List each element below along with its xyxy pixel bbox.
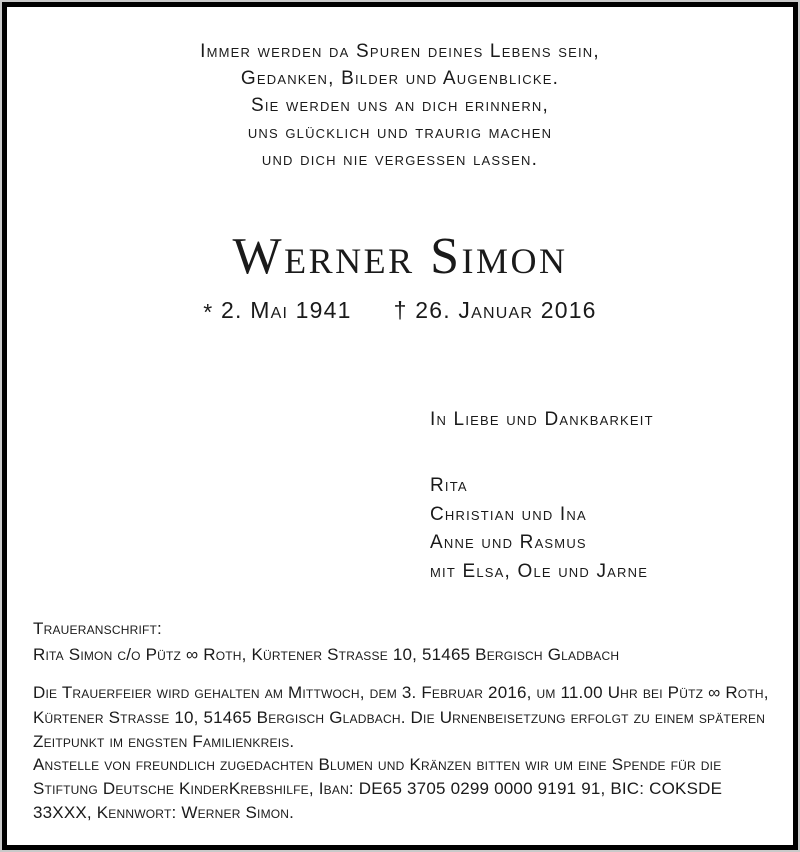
mourning-address <box>33 616 783 668</box>
verse-line: Gedanken, Bilder und Augenblicke. <box>240 68 560 89</box>
mourners-list <box>430 472 648 586</box>
verse-line: Immer werden da Spuren deines Lebens sein, <box>200 41 600 62</box>
mourner-line: Anne und Rasmus <box>430 532 587 553</box>
dedication-line: In Liebe und Dankbarkeit <box>430 409 654 430</box>
verse-line: uns glücklich und traurig machen <box>247 122 553 143</box>
verse-line: und dich nie vergessen lassen. <box>261 149 539 170</box>
death-cross-symbol: † <box>393 297 408 323</box>
birth-date-text: 2. Mai 1941 <box>221 297 352 323</box>
birth-star-symbol: * <box>203 299 214 325</box>
mourner-line: Rita <box>430 475 468 496</box>
death-date <box>394 297 597 323</box>
opening-verse <box>7 38 793 173</box>
mourner-line: Christian und Ina <box>430 503 587 525</box>
birth-date <box>203 297 351 325</box>
verse-line: Sie werden uns an dich erinnern, <box>251 95 549 116</box>
obituary-notice <box>2 2 798 850</box>
death-date-text: 26. Januar 2016 <box>415 297 597 323</box>
mourning-address-line: Rita Simon c/o Pütz ∞ Roth, Kürtener Strasse 10, 51465 Bergisch Gladbach <box>33 645 620 664</box>
life-dates <box>7 297 793 324</box>
deceased-name: Werner Simon <box>232 228 568 285</box>
mourner-line: mit Elsa, Ole und Jarne <box>430 560 649 582</box>
mourning-address-label: Traueranschrift: <box>33 619 162 638</box>
donation-info-paragraph: Anstelle von freundlich zugedachten Blumen und Kränzen bitten wir um eine Spende für die Stiftung Deutsche KinderKrebshilfe, Iban: DE65 3705 0299 0000 9191 91, BIC: COKSDE 33XXX, Kennwort: Werner Simon. <box>33 755 723 822</box>
funeral-info-paragraph: Die Trauerfeier wird gehalten am Mittwoch, dem 3. Februar 2016, um 11.00 Uhr bei Pütz ∞ Roth, Kürtener Strasse 10, 51465 Bergisch Gladbach. Die Urnenbeisetzung erfolgt zu einem späteren Zeitpunkt im engsten Familienkreis. <box>33 683 769 751</box>
